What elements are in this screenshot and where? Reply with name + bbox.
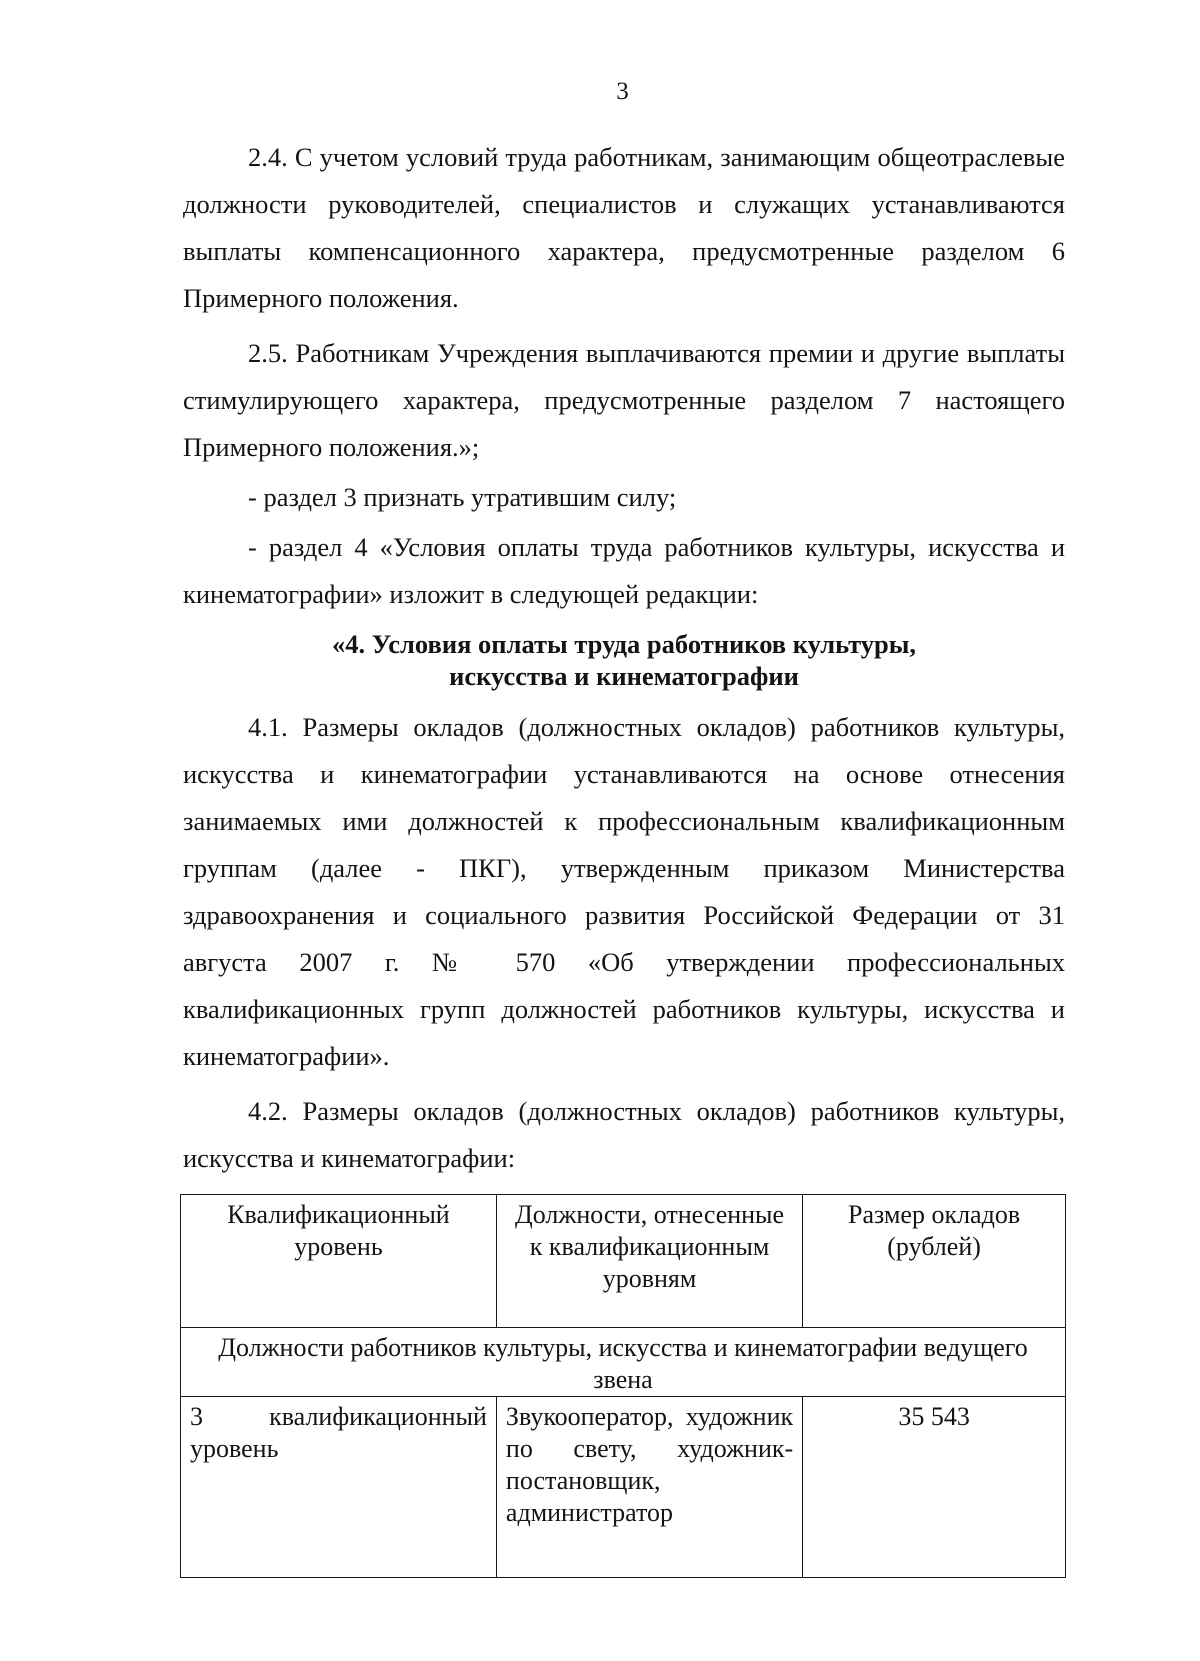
salary-table (180, 1194, 1066, 1578)
document-body (183, 134, 1065, 1182)
paragraph-section-4: - раздел 4 «Условия оплаты труда работников культуры, искусства и кинематографии» изложит в следующей редакции: (183, 532, 1065, 609)
header-salary: Размер окладов (рублей) (803, 1195, 1066, 1328)
table-row (181, 1397, 1066, 1578)
header-level: Квалификационный уровень (181, 1195, 497, 1328)
table-header-row (181, 1195, 1066, 1328)
table-group-row (181, 1328, 1066, 1397)
paragraph-2-4: 2.4. С учетом условий труда работникам, занимающим общеотраслевые должности руководителей, специалистов и служащих устанавливаются выплаты компенсационного характера, предусмотренные разделом 6 Примерного положения. (183, 142, 1065, 313)
paragraph-4-2: 4.2. Размеры окладов (должностных окладов) работников культуры, искусства и кинематографии: (183, 1096, 1065, 1173)
section-heading-line-1: «4. Условия оплаты труда работников культуры, (331, 629, 917, 659)
row-salary: 35 543 (803, 1397, 1066, 1578)
page-number: 3 (616, 78, 629, 105)
row-level: 3 квалификационный уровень (181, 1397, 497, 1578)
section-heading-line-2: искусства и кинематографии (449, 661, 799, 691)
row-positions: Звукооператор, художник по свету, художник-постановщик, администратор (496, 1397, 802, 1578)
header-positions: Должности, отнесенные к квалификационным уровням (496, 1195, 802, 1328)
paragraph-2-5: 2.5. Работникам Учреждения выплачиваются премии и другие выплаты стимулирующего характера, предусмотренные разделом 7 настоящего Примерного положения.»; (183, 338, 1065, 462)
section-heading (183, 628, 1065, 692)
paragraph-4-1: 4.1. Размеры окладов (должностных окладов) работников культуры, искусства и кинематографии устанавливаются на основе отнесения занимаемых ими должностей к профессиональным квалификационным группам (далее - ПКГ), утвержденным приказом Министерства здравоохранения и социального развития Российской Федерации от 31 августа 2007 г. № 570 «Об утверждении профессиональных квалификационных групп должностей работников культуры, искусства и кинематографии». (183, 712, 1065, 1071)
group-title: Должности работников культуры, искусства и кинематографии ведущего звена (181, 1328, 1066, 1397)
paragraph-section-3: - раздел 3 признать утратившим силу; (248, 482, 677, 512)
